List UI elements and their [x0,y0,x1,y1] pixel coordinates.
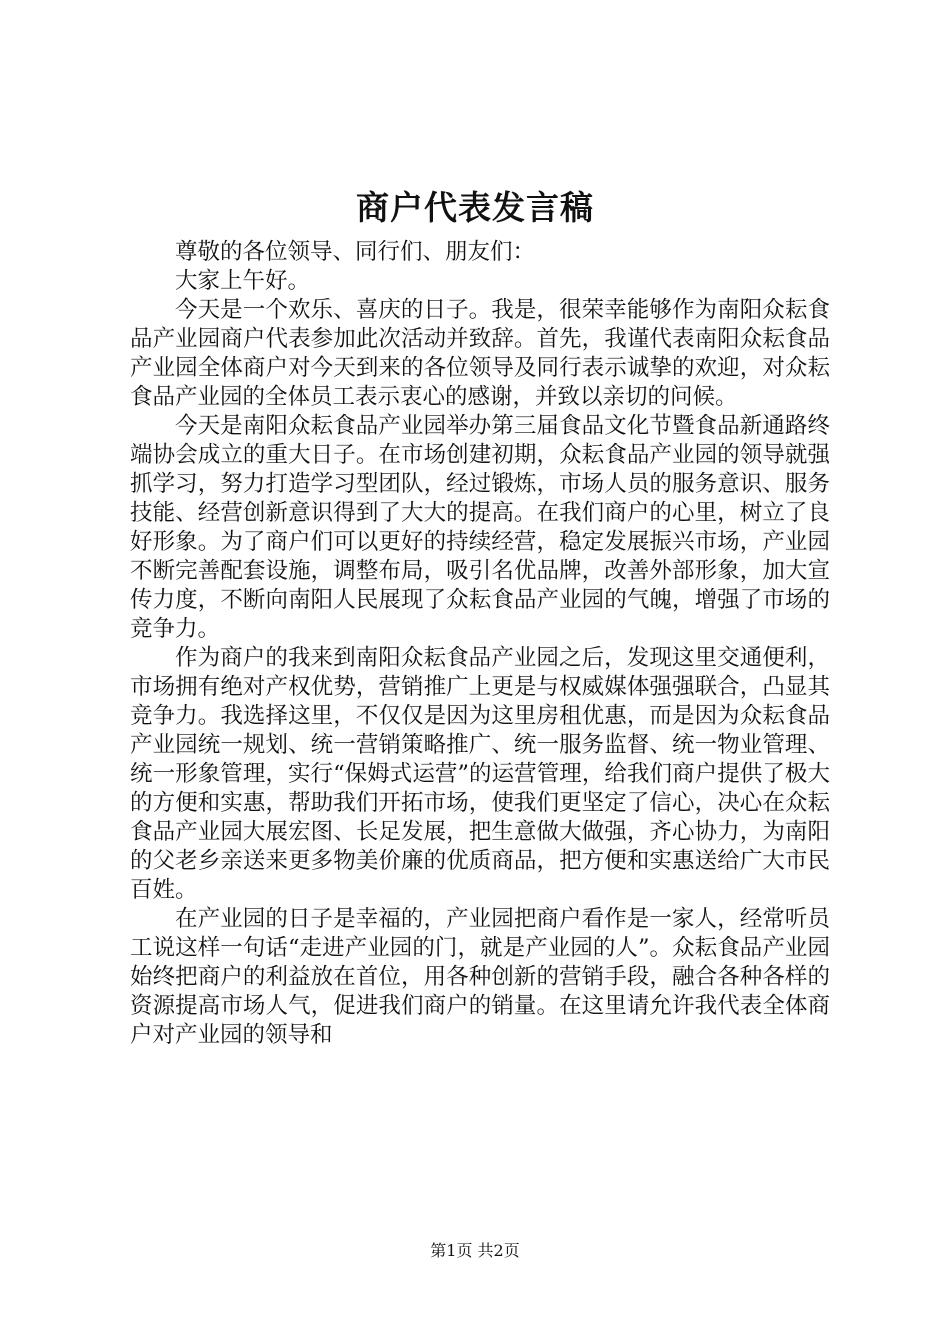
paragraph-occasion: 今天是南阳众耘食品产业园举办第三届食品文化节暨食品新通路终端协会成立的重大日子。在市场创建初期，众耘食品产业园的领导就强抓学习，努力打造学习型团队，经过锻炼，市场人员的服务意识、服务技能、经营创新意识得到了大大的提高。在我们商户的心里，树立了良好形象。为了商户们可以更好的持续经营，稳定发展振兴市场，产业园不断完善配套设施，调整布局，吸引名优品牌，改善外部形象，加大宣传力度，不断向南阳人民展现了众耘食品产业园的气魄，增强了市场的竞争力。 [130,413,830,642]
paragraph-opening: 今天是一个欢乐、喜庆的日子。我是，很荣幸能够作为南阳众耘食品产业园商户代表参加此次活动并致辞。首先，我谨代表南阳众耘食品产业园全体商户对今天到来的各位领导及同行表示诚挚的欢迎，对众耘食品产业园的全体员工表示衷心的感谢，并致以亲切的问候。 [130,297,830,410]
paragraph-gratitude: 在产业园的日子是幸福的，产业园把商户看作是一家人，经常听员工说这样一句话“走进产业园的门，就是产业园的人”。众耘食品产业园始终把商户的利益放在首位，用各种创新的营销手段，融合各种各样的资源提高市场人气，促进我们商户的销量。在这里请允许我代表全体商户对产业园的领导和 [130,906,830,1048]
document-title: 商户代表发言稿 [356,188,594,227]
paragraph-greeting: 大家上午好。 [175,268,311,294]
paragraph-salutation: 尊敬的各位领导、同行们、朋友们： [175,239,536,265]
page-footer: 第1页 共2页 [430,1241,520,1260]
document-body [130,238,830,1050]
paragraph-merchant-experience: 作为商户的我来到南阳众耘食品产业园之后，发现这里交通便利，市场拥有绝对产权优势，营销推广上更是与权威媒体强强联合，凸显其竞争力。我选择这里，不仅仅是因为这里房租优惠，而是因为众耘食品产业园统一规划、统一营销策略推广、统一服务监督、统一物业管理、统一形象管理，实行“保姆式运营”的运营管理，给我们商户提供了极大的方便和实惠，帮助我们开拓市场，使我们更坚定了信心，决心在众耘食品产业园大展宏图、长足发展，把生意做大做强，齐心协力，为南阳的父老乡亲送来更多物美价廉的优质商品，把方便和实惠送给广大市民百姓。 [130,645,830,903]
